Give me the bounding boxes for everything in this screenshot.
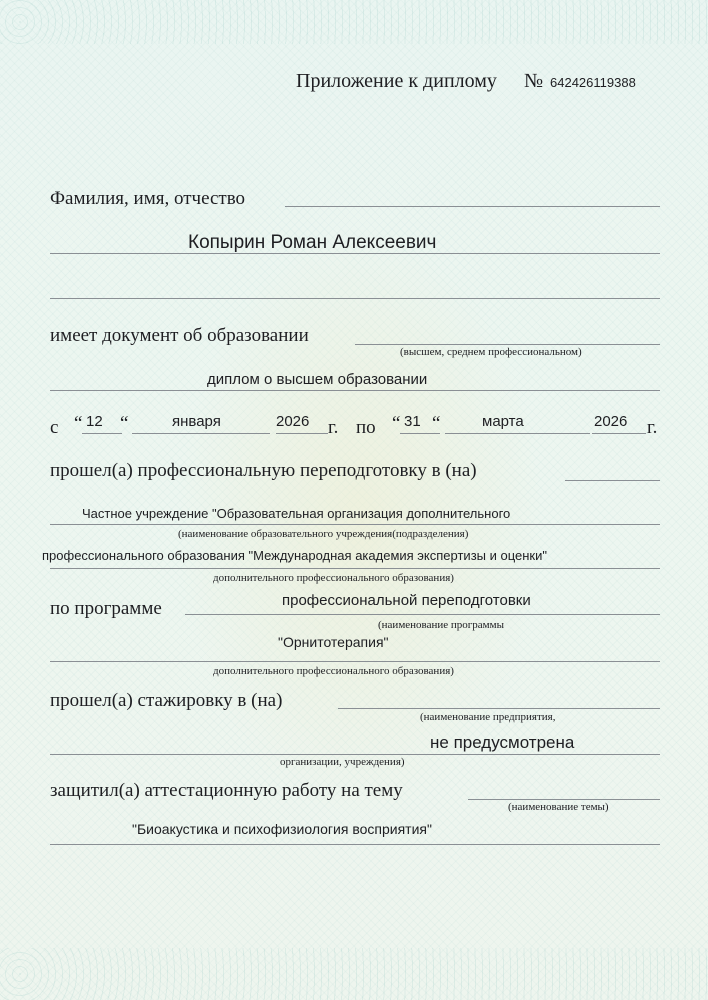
to-day: 31 xyxy=(404,413,421,430)
internship-caption-1: (наименование предприятия, xyxy=(420,711,556,723)
from-day-line xyxy=(82,433,122,434)
program-line-1 xyxy=(185,614,660,615)
period-from-label: с xyxy=(50,417,59,438)
to-month-line xyxy=(445,433,590,434)
number-sign: № xyxy=(524,70,544,92)
institution-caption-2: дополнительного профессионального образования) xyxy=(213,572,454,584)
internship-line-1 xyxy=(338,708,660,709)
page-title: Приложение к диплому xyxy=(296,70,497,92)
retraining-line xyxy=(565,480,660,481)
program-line-2 xyxy=(50,661,660,662)
top-guilloche-band xyxy=(0,0,708,44)
program-label: по программе xyxy=(50,598,162,619)
program-value-line-1: профессиональной переподготовки xyxy=(282,592,531,609)
thesis-label: защитил(а) аттестационную работу на тему xyxy=(50,780,403,801)
education-line xyxy=(355,344,660,345)
education-caption: (высшем, среднем профессиональном) xyxy=(400,346,582,358)
from-year-line xyxy=(276,433,328,434)
to-month: марта xyxy=(482,413,524,430)
internship-label: прошел(а) стажировку в (на) xyxy=(50,690,283,711)
program-caption-1: (наименование программы xyxy=(378,619,504,631)
institution-line-1: Частное учреждение "Образовательная организация дополнительного xyxy=(82,506,511,521)
to-open-quote: “ xyxy=(392,413,401,434)
internship-value: не предусмотрена xyxy=(430,733,575,752)
institution-line-1-rule xyxy=(50,524,660,525)
to-year-suffix: г. xyxy=(647,417,658,438)
from-month-line xyxy=(132,433,270,434)
institution-caption-1: (наименование образовательного учреждения(подразделения) xyxy=(178,528,469,540)
fio-value: Копырин Роман Алексеевич xyxy=(188,232,437,253)
diploma-number: 642426119388 xyxy=(550,75,636,90)
from-day: 12 xyxy=(86,413,103,430)
fio-line-3 xyxy=(50,298,660,299)
to-year-line xyxy=(592,433,646,434)
fio-line-1 xyxy=(285,206,660,207)
education-label: имеет документ об образовании xyxy=(50,325,309,346)
from-year: 2026 xyxy=(276,413,310,430)
from-open-quote: “ xyxy=(74,413,83,434)
program-caption-2: дополнительного профессионального образования) xyxy=(213,665,454,677)
retraining-label: прошел(а) профессиональную переподготовку в (на) xyxy=(50,460,477,481)
program-value-line-2: "Орнитотерапия" xyxy=(278,634,389,650)
thesis-line-2 xyxy=(50,844,660,845)
fio-line-2 xyxy=(50,253,660,254)
institution-line-2: профессионального образования "Международная академия экспертизы и оценки" xyxy=(42,548,547,563)
education-value: диплом о высшем образовании xyxy=(207,371,428,388)
thesis-line-1 xyxy=(468,799,660,800)
from-year-suffix: г. xyxy=(328,417,339,438)
thesis-value: "Биоакустика и психофизиология восприятия" xyxy=(132,821,432,837)
to-day-line xyxy=(400,433,440,434)
to-close-quote: “ xyxy=(432,413,441,434)
institution-line-2-rule xyxy=(50,568,660,569)
from-close-quote: “ xyxy=(120,413,129,434)
internship-line-2 xyxy=(50,754,660,755)
bottom-guilloche-band xyxy=(0,948,708,1000)
from-month: января xyxy=(172,413,221,430)
internship-caption-2: организации, учреждения) xyxy=(280,756,405,768)
education-value-line xyxy=(50,390,660,391)
fio-label: Фамилия, имя, отчество xyxy=(50,188,246,209)
thesis-caption: (наименование темы) xyxy=(508,801,609,813)
to-year: 2026 xyxy=(594,413,628,430)
period-to-label: по xyxy=(356,417,376,438)
